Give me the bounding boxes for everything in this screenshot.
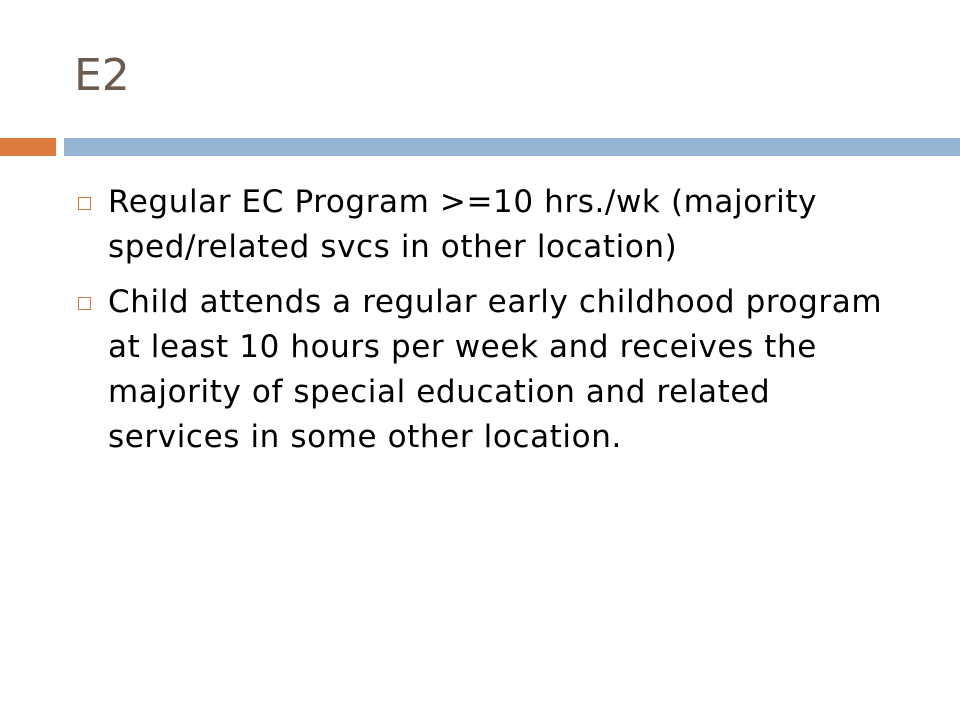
bullet-item [74, 180, 904, 270]
title-accent-bar [0, 138, 56, 156]
bullet-item [74, 280, 904, 460]
slide-title: E2 [74, 50, 130, 101]
title-underline-bar [64, 138, 960, 156]
bullet-text: Regular EC Program >=10 hrs./wk (majority sped/related svcs in other location) [108, 184, 818, 265]
bullet-text: Child attends a regular early childhood program at least 10 hours per week and receives the majority of special education and related services in some other location. [108, 284, 883, 455]
hollow-square-bullet-icon [78, 197, 91, 210]
bullet-list [74, 180, 904, 470]
hollow-square-bullet-icon [78, 297, 91, 310]
